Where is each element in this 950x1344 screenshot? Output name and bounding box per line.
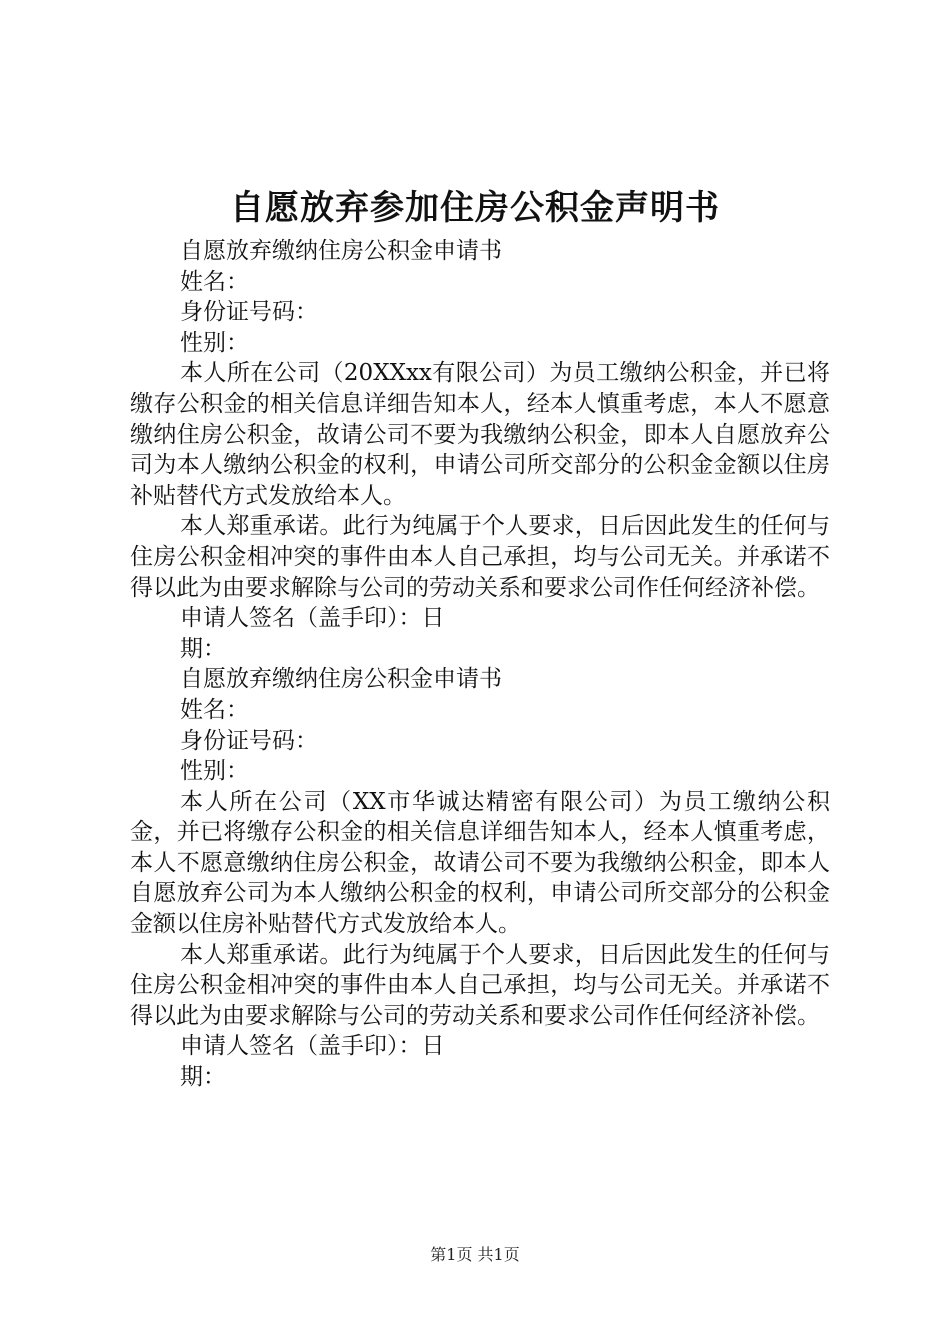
document-body <box>130 236 830 1093</box>
date-line: 期： <box>180 635 226 662</box>
page-footer: 第1页 共1页 <box>430 1245 520 1264</box>
statement-paragraph: 本人所在公司（XX市华诚达精密有限公司）为员工缴纳公积金，并已将缴存公积金的相关信息详细告知本人，经本人慎重考虑，本人不愿意缴纳住房公积金，故请公司不要为我缴纳公积金，即本人自愿放弃公司为本人缴纳公积金的权利，申请公司所交部分的公积金金额以住房补贴替代方式发放给本人。 <box>130 788 830 938</box>
commitment-paragraph: 本人郑重承诺。此行为纯属于个人要求，日后因此发生的任何与住房公积金相冲突的事件由本人自己承担，均与公司无关。并承诺不得以此为由要求解除与公司的劳动关系和要求公司作任何经济补偿。 <box>130 941 830 1029</box>
gender-label: 性别： <box>180 758 249 785</box>
section-heading: 自愿放弃缴纳住房公积金申请书 <box>180 666 502 693</box>
signature-line: 申请人签名（盖手印）：日 <box>180 605 445 632</box>
signature-line: 申请人签名（盖手印）：日 <box>180 1033 445 1060</box>
id-number-label: 身份证号码： <box>180 299 318 326</box>
name-label: 姓名： <box>180 696 249 723</box>
date-line: 期： <box>180 1064 226 1091</box>
application-section-1 <box>130 236 830 664</box>
application-section-2 <box>130 664 830 1092</box>
section-heading: 自愿放弃缴纳住房公积金申请书 <box>180 238 502 264</box>
gender-label: 性别： <box>180 329 249 356</box>
commitment-paragraph: 本人郑重承诺。此行为纯属于个人要求，日后因此发生的任何与住房公积金相冲突的事件由本人自己承担，均与公司无关。并承诺不得以此为由要求解除与公司的劳动关系和要求公司作任何经济补偿。 <box>130 513 830 601</box>
name-label: 姓名： <box>180 268 249 295</box>
statement-paragraph: 本人所在公司（20XXxx有限公司）为员工缴纳公积金，并已将缴存公积金的相关信息详细告知本人，经本人慎重考虑，本人不愿意缴纳住房公积金，故请公司不要为我缴纳公积金，即本人自愿放弃公司为本人缴纳公积金的权利，申请公司所交部分的公积金金额以住房补贴替代方式发放给本人。 <box>130 360 830 509</box>
id-number-label: 身份证号码： <box>180 727 318 754</box>
document-title: 自愿放弃参加住房公积金声明书 <box>230 188 720 228</box>
